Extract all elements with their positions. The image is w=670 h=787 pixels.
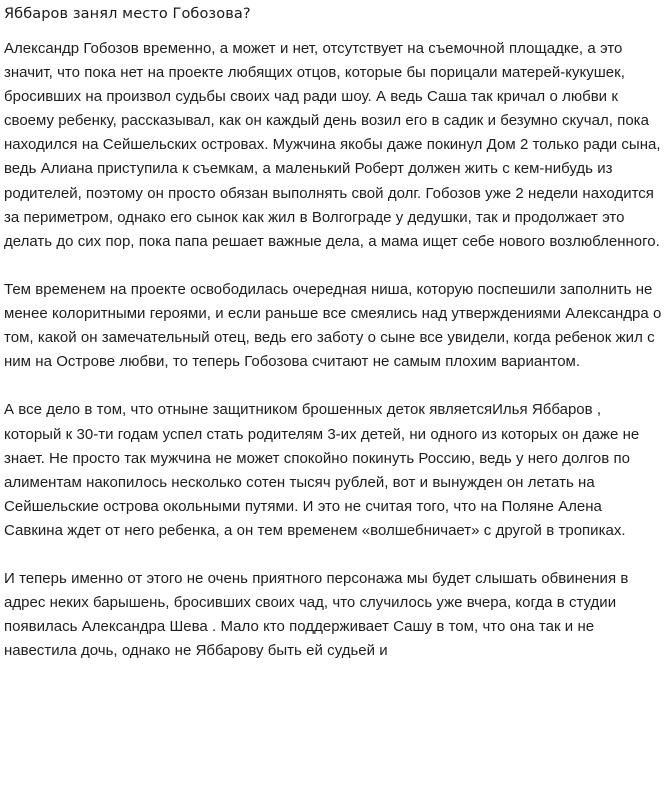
article-title: Яббаров занял место Гобозова? (4, 6, 251, 22)
article-paragraph: И теперь именно от этого не очень приятного персонажа мы будет слышать обвинения в адрес неких барышень, бросивших своих чад, что случилось уже вчера, когда в студии появилась Александра Шева . Мало кто поддерживает Сашу в том, что она так и не навестила дочь, однако не Яббарову быть ей судьей и (4, 570, 629, 660)
article-body (0, 37, 670, 663)
article-paragraph: А все дело в том, что отныне защитником брошенных деток являетсяИлья Яббаров , который к 30-ти годам успел стать родителям 3-их детей, ни одного из которых он даже не знает. Не просто так мужчина не может спокойно покинуть Россию, ведь у него долгов по алиментам накопилось несколько сотен тысяч рублей, вот и вынужден он летать на Сейшельские острова окольными путями. И это не считая того, что на Поляне Алена Савкина ждет от него ребенка, а он тем временем «волшебничает» с другой в тропиках. (4, 401, 640, 539)
article-paragraph: Тем временем на проекте освободилась очередная ниша, которую поспешили заполнить не менее колоритными героями, и если раньше все смеялись над утверждениями Александра о том, какой он замечательный отец, ведь его заботу о сыне все увидели, когда ребенок жил с ним на Острове любви, то теперь Гобозова считают не самым плохим вариантом. (4, 280, 662, 371)
article-paragraph: Александр Гобозов временно, а может и нет, отсутствует на съемочной площадке, а это значит, что пока нет на проекте любящих отцов, которые бы порицали матерей-кукушек, бросивших на произвол судьбы своих чад ради шоу. А ведь Саша так кричал о любви к своему ребенку, рассказывал, как он каждый день возил его в садик и безумно скучал, пока находился на Сейшельских островах. Мужчина якобы даже покинул Дом 2 только ради сына, ведь Алиана приступила к съемкам, а маленький Роберт должен жить с кем-нибудь из родителей, поэтому он просто обязан выполнять свой долг. Гобозов уже 2 недели находится за периметром, однако его сынок как жил в Волгограде у дедушки, так и продолжает это делать до сих пор, пока папа решает важные дела, а мама ищет себе нового возлюбленного. (4, 40, 661, 250)
